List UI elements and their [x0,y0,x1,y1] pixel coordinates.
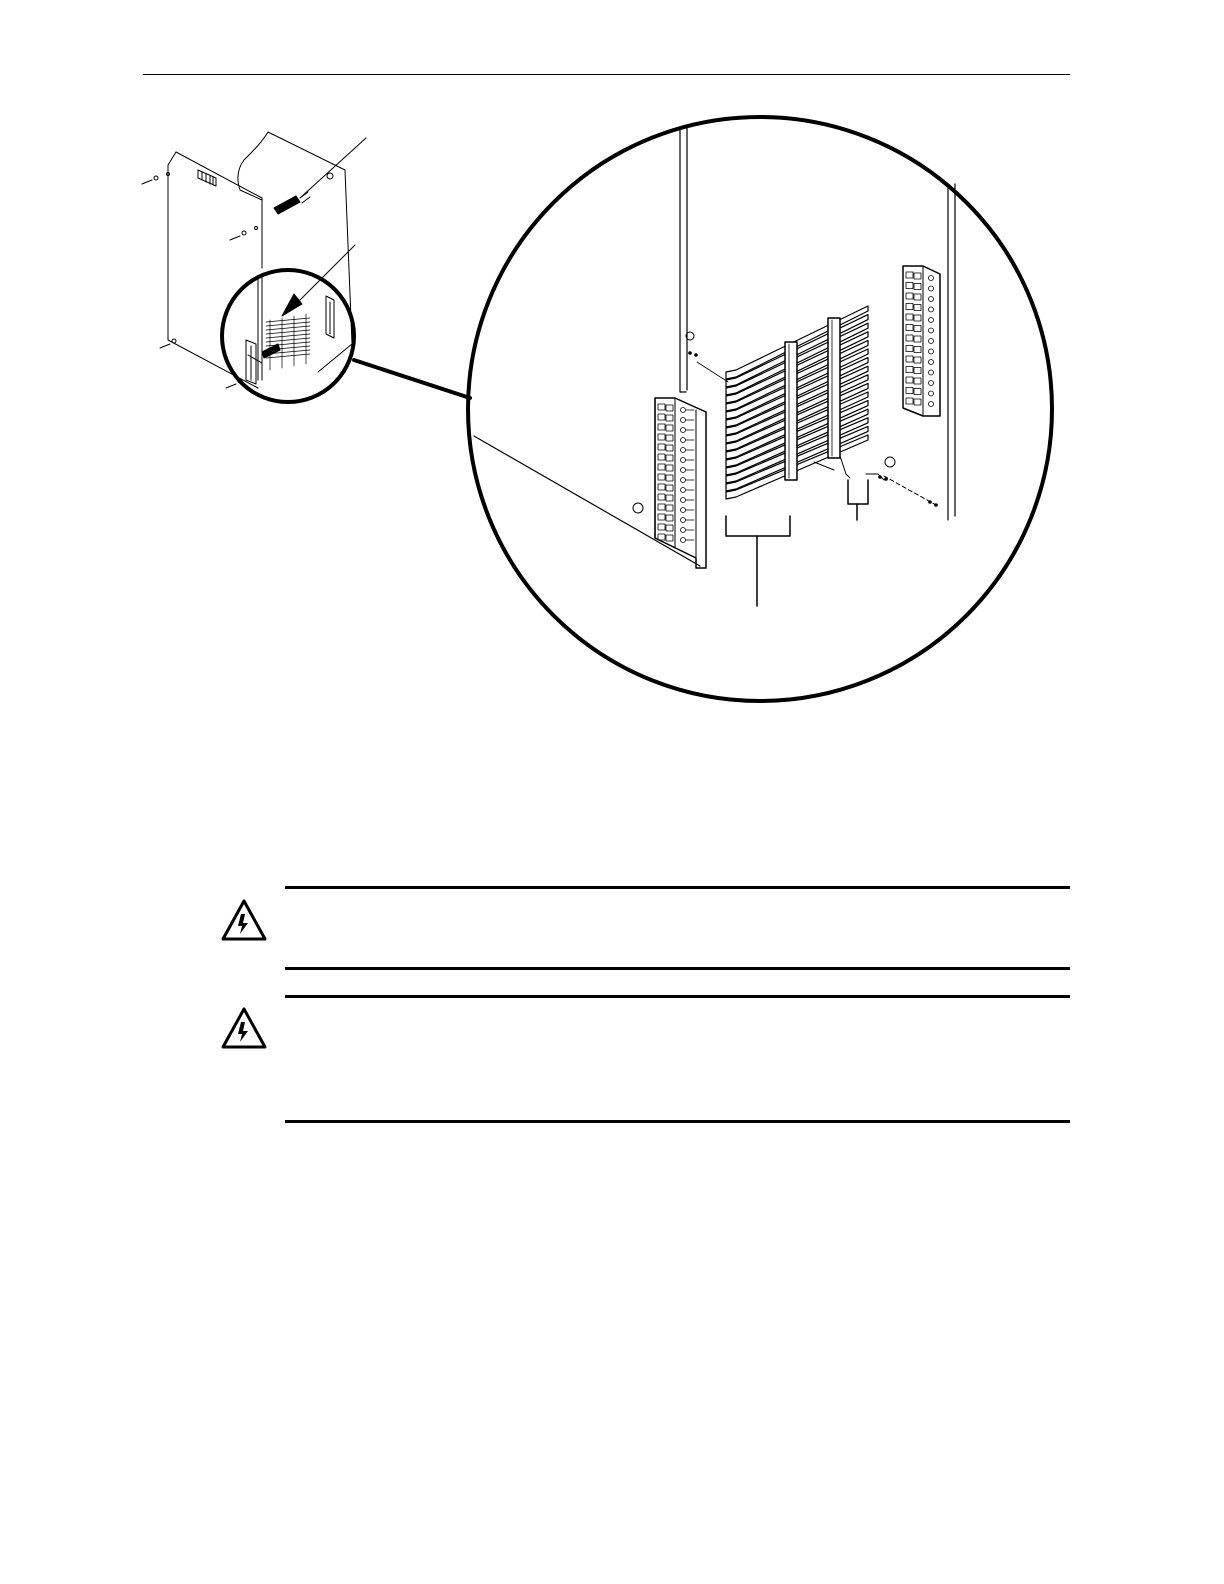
terminal-slot [658,434,665,440]
warning-2-bottom-rule [285,1120,1070,1123]
terminal-screw [681,458,686,463]
terminal-slot [914,357,921,363]
terminal-slot [666,455,673,461]
terminal-slot [666,485,673,491]
terminal-slot [666,465,673,471]
terminal-slot [906,272,913,278]
terminal-slot [914,315,921,321]
terminal-slot [666,445,673,451]
terminal-screw [929,297,934,302]
callout-arrow [282,294,302,316]
terminal-screw [681,478,686,483]
terminal-slot [658,484,665,490]
high-voltage-warning-icon [220,1006,268,1050]
terminal-slot [906,335,913,341]
warning-1-top-rule [285,886,1070,889]
high-voltage-warning-icon [220,898,268,942]
overview-assembly [142,132,366,388]
terminal-screw [929,286,934,291]
terminal-screw [681,418,686,423]
terminal-slot [658,454,665,460]
terminal-slot [666,535,673,541]
terminal-slot [906,314,913,320]
terminal-screw [929,339,934,344]
terminal-slot [906,293,913,299]
terminal-slot [906,325,913,331]
assembly-figure [130,110,1070,710]
terminal-slot [666,515,673,521]
ribbon-harness [697,306,938,507]
terminal-slot [658,424,665,430]
terminal-slot [906,356,913,362]
warning-1-bottom-rule [285,967,1070,970]
callout-leader-1 [300,138,366,198]
terminal-slot [666,435,673,441]
mounting-screws [142,173,333,389]
terminal-slot [666,425,673,431]
terminal-screw [681,468,686,473]
terminal-slot [914,273,921,279]
right-terminal-block [903,266,940,416]
terminal-slot [658,534,665,540]
terminal-slot [914,399,921,405]
magnifier-connector [354,360,470,398]
terminal-screw [681,508,686,513]
terminal-screw [929,318,934,323]
terminal-slot [914,336,921,342]
terminal-slot [666,505,673,511]
terminal-slot [658,474,665,480]
terminal-slot [914,284,921,290]
terminal-screw [929,276,934,281]
terminal-screw [681,538,686,543]
terminal-slot [906,388,913,394]
back-panel-cutout [238,132,268,200]
terminal-slot [658,464,665,470]
left-terminal-block [655,398,706,568]
warning-2-top-rule [285,995,1070,998]
terminal-slot [914,326,921,332]
terminal-screw [681,438,686,443]
terminal-slot [658,414,665,420]
terminal-slot [666,525,673,531]
terminal-slot [658,494,665,500]
terminal-screw [681,498,686,503]
mini-ribbon [266,314,310,370]
terminal-slot [658,524,665,530]
main-board-outline [176,152,262,268]
terminal-slot [914,305,921,311]
terminal-screw [681,488,686,493]
terminal-slot [658,514,665,520]
cable-plug [274,192,310,214]
terminal-screw [681,518,686,523]
terminal-slot [914,368,921,374]
terminal-screw [681,428,686,433]
terminal-screw [929,360,934,365]
terminal-slot [906,283,913,289]
terminal-slot [666,415,673,421]
terminal-slot [906,346,913,352]
terminal-slot [914,347,921,353]
terminal-screw [929,381,934,386]
terminal-slot [906,398,913,404]
terminal-slot [658,504,665,510]
terminal-slot [666,475,673,481]
back-panel-outline [268,132,352,372]
small-magnifier [222,270,354,402]
terminal-slot [906,304,913,310]
terminal-screw [681,408,686,413]
terminal-slot [666,405,673,411]
header-rule [143,74,1070,75]
terminal-slot [906,367,913,373]
terminal-screw [929,328,934,333]
brackets [726,480,868,606]
terminal-slot [914,378,921,384]
terminal-slot [658,444,665,450]
detail-view [468,117,1052,701]
terminal-slot [666,495,673,501]
terminal-screw [929,402,934,407]
terminal-screw [929,307,934,312]
terminal-screw [929,349,934,354]
terminal-slot [914,389,921,395]
terminal-slot [658,404,665,410]
terminal-screw [929,391,934,396]
terminal-screw [681,448,686,453]
terminal-slot [906,377,913,383]
terminal-slot [914,294,921,300]
terminal-screw [681,528,686,533]
terminal-screw [929,370,934,375]
